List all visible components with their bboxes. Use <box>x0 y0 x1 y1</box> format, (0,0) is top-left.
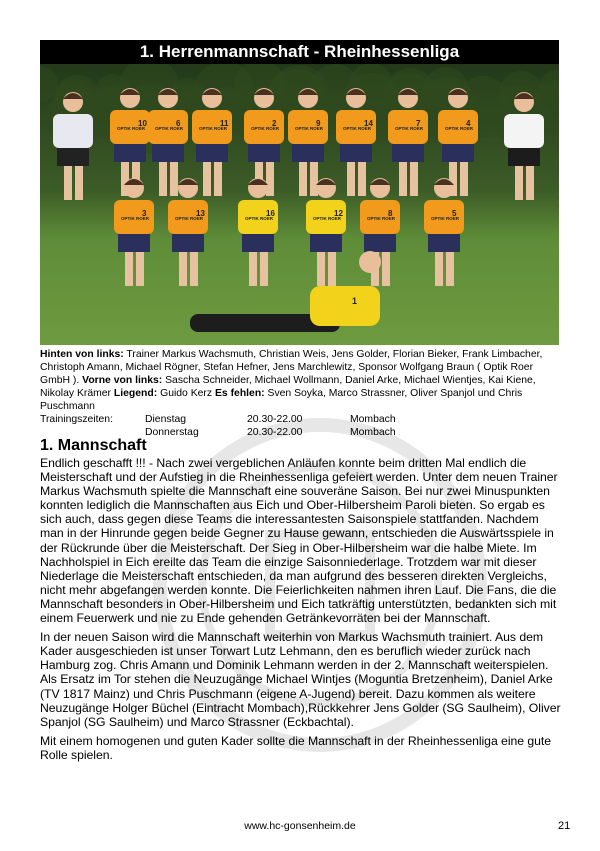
jersey-sponsor-text: OPTIK ROER <box>251 126 280 131</box>
jersey-number: 5 <box>452 209 457 218</box>
caption-front-row-text: Sascha Schneider, Michael Wollmann, Daniel Arke, Michael Wientjes, Kai Kiene, Nikolay Krämer <box>40 375 536 399</box>
jersey-sponsor-text: OPTIK ROER <box>343 126 372 131</box>
training-day: Dienstag <box>145 414 187 425</box>
jersey-sponsor-text: OPTIK ROER <box>155 126 184 131</box>
training-time: 20.30-22.00 <box>247 414 303 425</box>
jersey-number: 8 <box>388 209 393 218</box>
jersey-number: 16 <box>266 209 275 218</box>
caption-back-row-text: Trainer Markus Wachsmuth, Christian Weis, Jens Golder, Florian Bieker, Frank Limbacher, Christoph Amann, Michael Rögner, Stefan Hefner, Jens Marchlewitz, Sponsor Wolfgang Braun ( Optik Roer GmbH ). <box>40 349 543 386</box>
training-day: Donnerstag <box>145 427 199 438</box>
training-place: Mombach <box>350 414 396 425</box>
training-place: Mombach <box>350 427 396 438</box>
jersey-sponsor-text: OPTIK ROER <box>367 216 396 221</box>
training-label: Trainingszeiten: <box>40 414 113 425</box>
coach-shirt <box>53 114 93 148</box>
jersey-number: 4 <box>466 119 471 128</box>
article-body <box>40 456 562 767</box>
jersey-sponsor-text: OPTIK ROER <box>245 216 274 221</box>
caption-lying-label: Liegend: <box>113 388 158 399</box>
jersey-sponsor-text: OPTIK ROER <box>199 126 228 131</box>
photo-caption <box>40 348 560 413</box>
caption-missing-label: Es fehlen: <box>214 388 265 399</box>
sponsor-shirt <box>504 114 544 148</box>
jersey-number: 14 <box>364 119 373 128</box>
jersey-number: 2 <box>272 119 277 128</box>
jersey-number: 9 <box>316 119 321 128</box>
jersey-sponsor-text: OPTIK ROER <box>445 126 474 131</box>
jersey-sponsor-text: OPTIK ROER <box>395 126 424 131</box>
jersey-number: 6 <box>176 119 181 128</box>
article-paragraph: Endlich geschafft !!! - Nach zwei vergeblichen Anläufen konnte beim dritten Mal endlich die Meisterschaft und der Aufstieg in die Rheinhessenliga gefeiert werden. Unter dem neuen Trainer Markus Wachsmuth spielte die Mannschaft eine souveräne Saison. Bei nur zwei Minuspunkten konnten lediglich die Mannschaften aus Eich und Ober-Hilbersheim Paroli bieten. So ergab es sich auch, dass gegen diese Teams die interessantesten Saisonspiele stattfanden. Nachdem man in der Hinrunde gegen beide Gegner zu Hause gewann, entschieden die Auswärtsspiele in der Rückrunde über die Meisterschaft. Der Sieg in Ober-Hilbersheim war die halbe Miete. Im Nachholspiel in Eich ereilte das Team die einzige Saisonniederlage. Trotzdem war mit dieser Niederlage die Meisterschaft entschieden, da man aufgrund des besseren direkten Vergleichs, nicht mehr abgefangen werden konnte. Die Feierlichkeiten nahmen ihren Lauf. Die Fans, die die Mannschaft besonders in Ober-Hilbersheim und Eich tatkräftig unterstützten, bedankten sich mit einem Feuerwerk und nie zu Ende gehenden Getränkevorräten bei der Mannschaft. <box>40 456 558 626</box>
jersey-number: 11 <box>220 119 229 128</box>
goalkeeper-shirt <box>310 286 380 326</box>
goalkeeper-number: 1 <box>352 296 358 306</box>
footer-website-link[interactable]: www.hc-gonsenheim.de <box>244 820 356 832</box>
jersey-sponsor-text: OPTIK ROER <box>431 216 460 221</box>
goalkeeper-head <box>359 251 381 273</box>
article-paragraph: In der neuen Saison wird die Mannschaft weiterhin von Markus Wachsmuth trainiert. Aus dem Kader ausgeschieden ist unser Torwart Lutz Lehmann, den es beruflich wieder zurück nach Hamburg zog. Chris Amann und Dominik Lehmann werden in der 2. Mannschaft weiterspielen. Als Ersatz im Tor stehen die Neuzugänge Michael Wintjes (Moguntia Bretzenheim), Daniel Arke (TV 1817 Mainz) und Chris Puschmann (eigene A-Jugend) bereit. Dazu kommen als weitere Neuzugänge Holger Büchel (Eintracht Mombach),Rückkehrer Jens Golder (SG Saulheim), Oliver Spanjol (SG Saulheim) und Marco Strassner (Eckbachtal). <box>40 630 561 729</box>
training-times <box>40 413 560 439</box>
jersey-number: 10 <box>138 119 147 128</box>
training-time: 20.30-22.00 <box>247 427 303 438</box>
jersey-sponsor-text: OPTIK ROER <box>175 216 204 221</box>
page-number: 21 <box>558 820 571 832</box>
caption-lying-text: Guido Kerz <box>157 388 215 399</box>
article-paragraph: Mit einem homogenen und guten Kader sollte die Mannschaft in der Rheinhessenliga eine gute Rolle spielen. <box>40 733 552 762</box>
page-title: 1. Herrenmannschaft - Rheinhessenliga <box>40 40 559 64</box>
jersey-number: 7 <box>416 119 421 128</box>
caption-back-row-label: Hinten von links: <box>40 349 124 360</box>
jersey-number: 3 <box>142 209 147 218</box>
jersey-sponsor-text: OPTIK ROER <box>121 216 150 221</box>
jersey-sponsor-text: OPTIK ROER <box>313 216 342 221</box>
jersey-sponsor-text: OPTIK ROER <box>295 126 324 131</box>
caption-missing-text: Sven Soyka, Marco Strassner, Oliver Spanjol und Chris Puschmann <box>40 388 523 412</box>
section-heading: 1. Mannschaft <box>40 437 147 454</box>
jersey-number: 13 <box>196 209 205 218</box>
caption-front-row-label: Vorne von links: <box>82 375 163 386</box>
jersey-sponsor-text: OPTIK ROER <box>117 126 146 131</box>
team-photo <box>40 64 559 345</box>
jersey-number: 12 <box>334 209 343 218</box>
training-row <box>40 413 560 426</box>
team-photo-drawing <box>40 64 559 345</box>
